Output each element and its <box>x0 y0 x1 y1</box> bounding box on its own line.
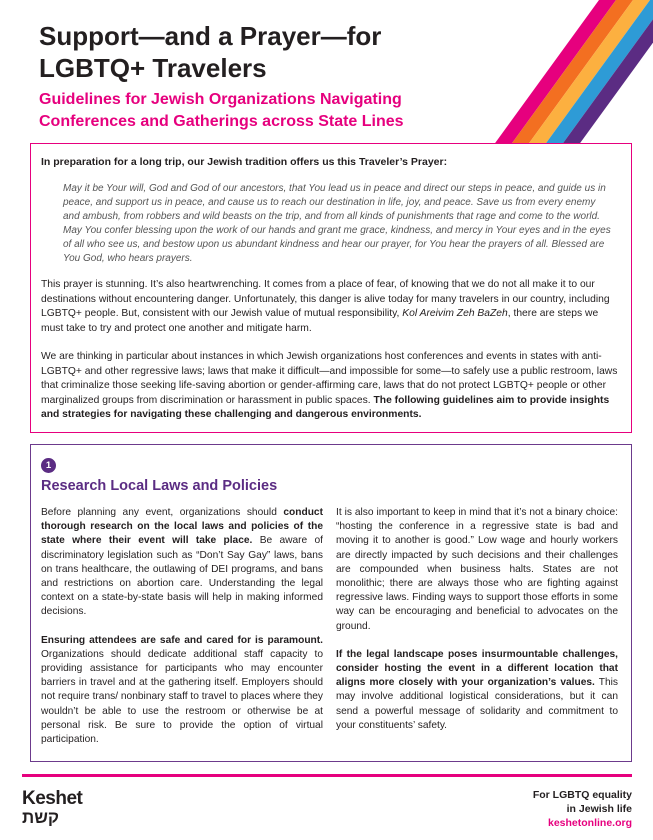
right-paragraph-1: It is also important to keep in mind that it’s not a binary choice: “hosting the conference in a regressive state is bad and moving it to another is good.” Low wage and hourly workers are directly impacted by such decisions and their challenges are compounded when business halts. States are not monolithic; there are always those who are fighting against regressive laws. Finding ways to support those efforts in some way can be encouraging and beneficial to advocates on the ground. <box>336 507 618 632</box>
section-research-laws <box>30 444 632 762</box>
left-p2-bold: Ensuring attendees are safe and cared for is paramount. <box>41 634 323 646</box>
title-line-2: LGBTQ+ Travelers <box>39 53 267 83</box>
right-column <box>336 506 618 747</box>
page-title <box>39 20 459 84</box>
intro-paragraph-2 <box>41 350 623 423</box>
logo-english: Keshet <box>22 788 83 809</box>
intro-p1-text-a: This prayer is stunning. It’s also heartwrenching. It comes from a place of fear, of knowing that we do not all make it to our destinations without encountering danger. Unfortunately, this danger is alive today for many travelers in our country, including LGBTQ+ people. But, consistent with our Jewish value of mutual responsibility, <box>41 279 610 319</box>
left-column <box>41 506 323 761</box>
right-p2-bold: If the legal landscape poses insurmountable challenges, consider hosting the event in a different location that aligns more closely with your organization’s values. <box>336 648 618 689</box>
title-line-1: Support—and a Prayer—for <box>39 21 382 51</box>
page-subtitle <box>39 89 459 133</box>
intro-lead: In preparation for a long trip, our Jewish tradition offers us this Traveler’s Prayer: <box>41 156 448 168</box>
tagline-line-1: For LGBTQ equality <box>532 789 632 801</box>
intro-p2-bold: The following guidelines aim to provide insights and strategies for navigating these challenging and dangerous environments. <box>41 394 610 420</box>
left-p1-bold: conduct thorough research on the local laws and policies of the state where their event will take place. <box>41 507 323 547</box>
right-p2-text: This may involve additional logistical considerations, but it can send a powerful message of solidarity and commitment to your constituents’ safety. <box>336 677 618 731</box>
travelers-prayer: May it be Your will, God and God of our ancestors, that You lead us in peace and direct our steps in peace, and guide us in peace, and support us in peace, and cause us to reach our destination in life, joy, and peace. Save us from every enemy and ambush, from robbers and wild beasts on the trip, and from all kinds of punishments that rage and come to the world. May You confer blessing upon the work of our hands and grant me grace, kindness, and mercy in Your eyes and in the eyes of all who see us, and bestow upon us abundant kindness and hear our prayer, for You hear the prayers of all. Blessed are You God, who hears prayers. <box>63 183 611 264</box>
intro-paragraph-1 <box>41 278 623 336</box>
keshet-logo <box>22 789 112 835</box>
tagline-line-2: in Jewish life <box>566 803 632 815</box>
logo-hebrew: קשת <box>22 808 60 827</box>
intro-p2-text: We are thinking in particular about instances in which Jewish organizations host conferences and events in states with anti-LGBTQ+ and other regressive laws; laws that make it difficult—and impossible for some—to safely use a public restroom, laws that criminalize those seeking life-saving abortion or gender-affirming care, laws that do not protect LGBTQ+ people or other marginalized groups from discrimination or harassment in public spaces. <box>41 351 618 406</box>
footer-tagline <box>533 788 632 830</box>
footer-divider <box>22 774 632 777</box>
right-paragraph-2 <box>336 648 618 733</box>
intro-p1-hebrew-phrase: Kol Areivim Zeh BaZeh <box>402 308 508 319</box>
left-paragraph-1 <box>41 506 323 620</box>
left-p1-text-a: Before planning any event, organizations should <box>41 507 284 518</box>
section-number-badge: 1 <box>41 458 56 473</box>
left-paragraph-2 <box>41 634 323 748</box>
subtitle-line-2: Conferences and Gatherings across State Lines <box>39 113 404 130</box>
subtitle-line-1: Guidelines for Jewish Organizations Navigating <box>39 91 402 108</box>
left-p1-text-b: Be aware of discriminatory legislation such as “Don’t Say Gay” laws, bans on trans healthcare, the outlawing of DEI programs, and bans and restrictions on abortion care. Understanding the legal context on a state-by-state basis will help in making informed decisions. <box>41 535 323 618</box>
intro-p1-text-b: , there are steps we must take to try and protect one another and mitigate harm. <box>41 308 599 334</box>
intro-box <box>30 143 632 433</box>
section-heading: Research Local Laws and Policies <box>41 478 278 494</box>
left-p2-text: Organizations should dedicate additional staff capacity to providing assistance for participants who may encounter barriers in travel and at the gathering itself. Employers should not require trans/ nonbinary staff to travel to places where they wouldn’t be able to use the restroom or otherwise be at personal risk. Be sure to provide the option of virtual participation. <box>41 648 323 746</box>
website-link[interactable]: keshetonline.org <box>547 817 632 829</box>
